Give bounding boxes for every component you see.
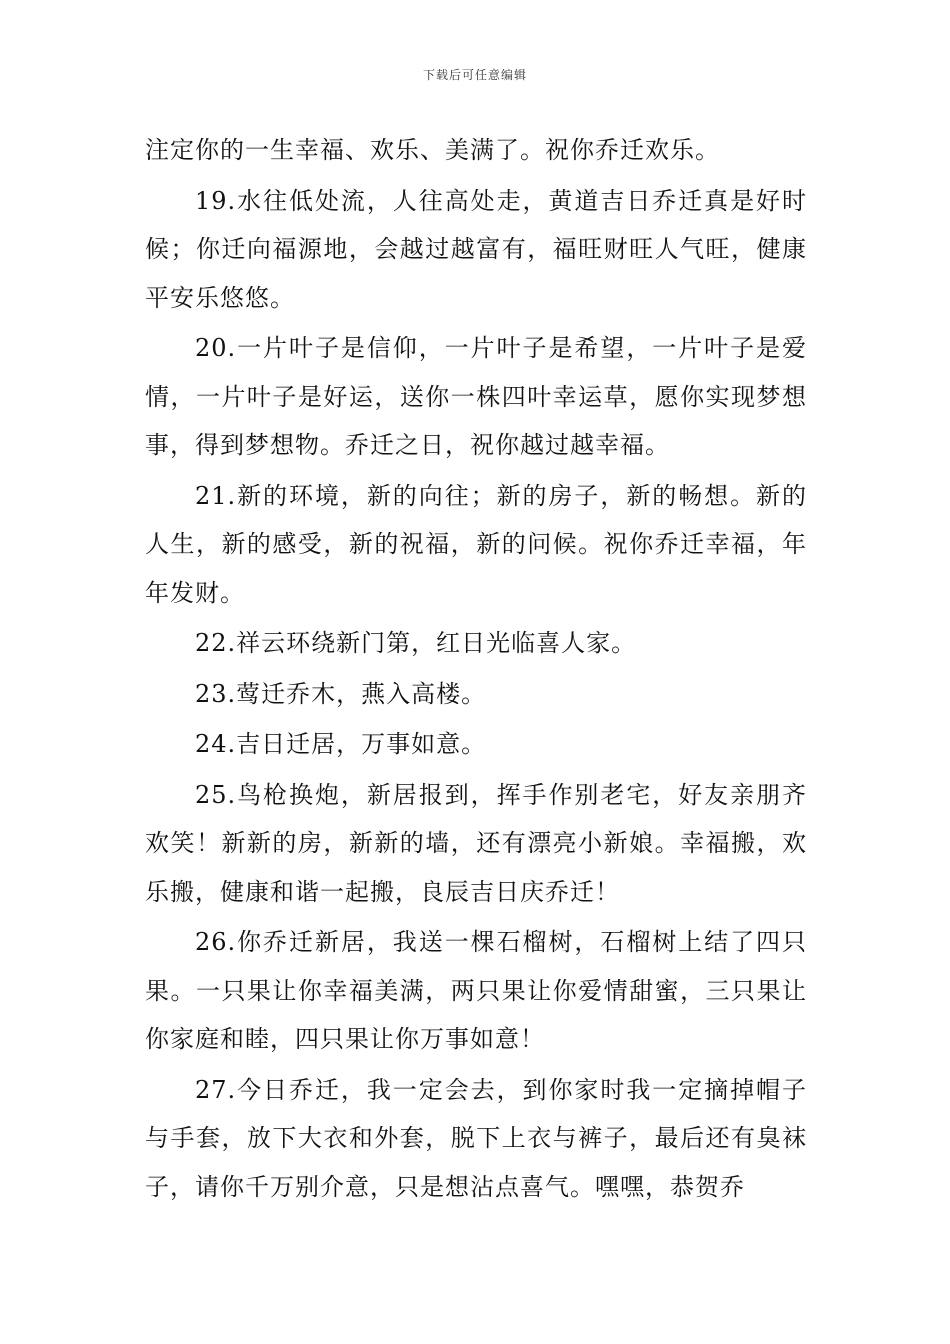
paragraph: 24.吉日迁居，万事如意。 <box>195 730 487 758</box>
page-header: 下载后可任意编辑 <box>422 68 527 82</box>
paragraph: 21.新的环境，新的向往；新的房子，新的畅想。新的人生，新的感受，新的祝福，新的问候。祝你乔迁幸福，年年发财。 <box>145 481 807 607</box>
paragraph: 25.鸟枪换炮，新居报到，挥手作别老宅，好友亲朋齐欢笑！新新的房，新新的墙，还有漂亮小新娘。幸福搬，欢乐搬，健康和谐一起搬，良辰吉日庆乔迁！ <box>145 780 807 906</box>
document-body <box>145 126 807 1213</box>
paragraph: 注定你的一生幸福、欢乐、美满了。祝你乔迁欢乐。 <box>145 136 720 164</box>
paragraph: 22.祥云环绕新门第，红日光临喜人家。 <box>195 629 637 657</box>
paragraph: 26.你乔迁新居，我送一棵石榴树，石榴树上结了四只果。一只果让你幸福美满，两只果让你爱情甜蜜，三只果让你家庭和睦，四只果让你万事如意！ <box>145 928 807 1053</box>
paragraph: 19.水往低处流，人往高处走，黄道吉日乔迁真是好时候；你迁向福源地，会越过越富有，福旺财旺人气旺，健康平安乐悠悠。 <box>145 186 807 312</box>
paragraph: 27.今日乔迁，我一定会去，到你家时我一定摘掉帽子与手套，放下大衣和外套，脱下上衣与裤子，最后还有臭袜子，请你千万别介意，只是想沾点喜气。嘿嘿，恭贺乔 <box>145 1075 807 1201</box>
paragraph: 23.莺迁乔木，燕入高楼。 <box>195 679 487 708</box>
paragraph: 20.一片叶子是信仰，一片叶子是希望，一片叶子是爱情，一片叶子是好运，送你一株四叶幸运草，愿你实现梦想事，得到梦想物。乔迁之日，祝你越过越幸福。 <box>145 334 807 459</box>
